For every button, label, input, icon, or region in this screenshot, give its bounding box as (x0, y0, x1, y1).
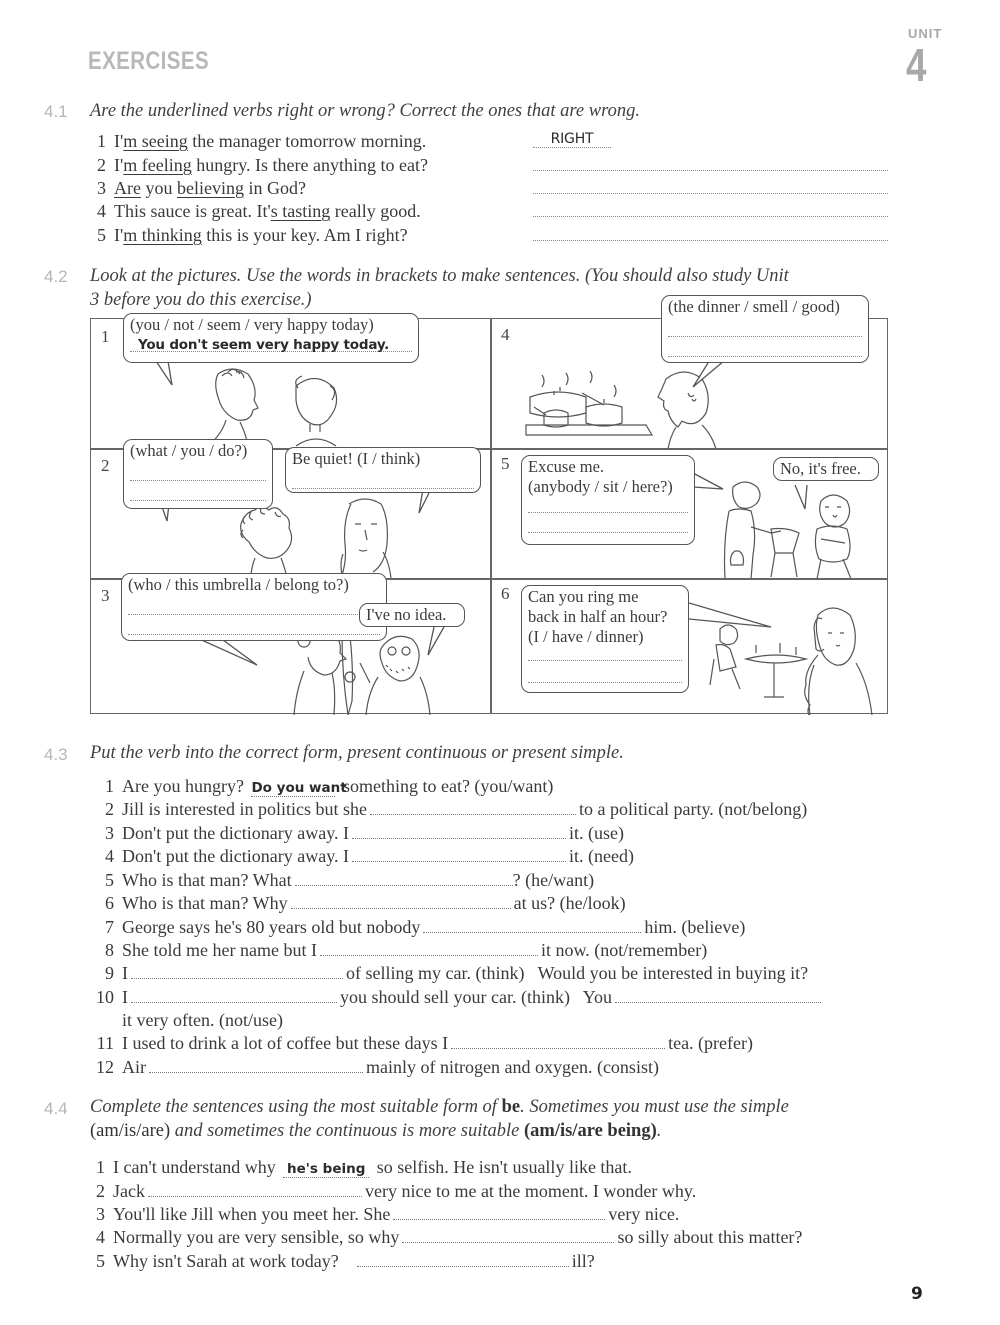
speech-bubble (359, 603, 465, 627)
item-text: at us? (he/look) (513, 893, 626, 913)
item-text: You'll like Jill when you meet her. She (113, 1204, 391, 1224)
answer-text: Do you want (251, 780, 347, 796)
exercise-item-continuation: it very often. (not/use) (122, 1010, 283, 1030)
underlined-verb: Are (114, 178, 141, 198)
bubble-prompt: (what / you / do?) (130, 441, 248, 460)
unit-number: 4 (906, 39, 927, 91)
panel-number: 6 (501, 584, 510, 603)
item-text: something to eat? (you/want) (342, 776, 554, 796)
answer-field[interactable] (131, 989, 337, 1003)
item-number: 1 (96, 1157, 105, 1177)
bubble-tail (791, 485, 821, 515)
answer-field[interactable] (423, 919, 641, 933)
answer-field[interactable] (352, 848, 566, 862)
answer-field[interactable] (291, 895, 511, 909)
exercise-item (88, 177, 306, 199)
item-number: 9 (105, 963, 114, 983)
item-text: I can't understand why (113, 1157, 276, 1177)
item-number: 3 (105, 823, 114, 843)
exercise-item (87, 1226, 802, 1248)
bubble-prompt: back in half an hour? (528, 607, 668, 626)
instruction-text: and sometimes the continuous is more suitable (170, 1121, 524, 1141)
item-text: Jill is interested in politics but she (122, 799, 367, 819)
item-number: 8 (105, 940, 114, 960)
item-text: I (122, 987, 128, 1007)
item-text: This sauce is great. It' (114, 201, 271, 221)
answer-field[interactable] (251, 778, 347, 797)
item-text: the manager tomorrow morning. (187, 131, 427, 151)
answer-field[interactable] (128, 617, 380, 635)
answer-field[interactable] (668, 339, 862, 357)
exercise-item (87, 1156, 632, 1178)
item-number: 5 (105, 870, 114, 890)
answer-field[interactable] (130, 483, 266, 501)
item-number: 7 (105, 917, 114, 937)
exercise-instruction: Put the verb into the correct form, present continuous or present simple. (90, 743, 624, 763)
answer-field[interactable] (320, 942, 538, 956)
answer-field-5[interactable] (533, 240, 888, 241)
bubble-prompt: Be quiet! (I / think) (292, 449, 421, 468)
speech-bubble (285, 447, 481, 493)
answer-field-4[interactable] (533, 216, 888, 217)
item-text: really good. (330, 201, 421, 221)
speech-bubble (661, 295, 869, 363)
underlined-verb: believing (176, 178, 244, 198)
item-text: I used to drink a lot of coffee but these days I (122, 1033, 449, 1053)
item-number: 10 (96, 987, 114, 1007)
page-title: EXERCISES (88, 47, 210, 75)
answer-field[interactable] (131, 965, 343, 979)
instruction-line: Look at the pictures. Use the words in brackets to make sentences. (You should also study Unit (90, 266, 789, 286)
item-text: this is your key. Am I right? (201, 225, 408, 245)
item-number: 4 (96, 1227, 105, 1247)
bubble-prompt: Can you ring me (528, 587, 639, 606)
item-text: you (140, 178, 177, 198)
exercise-item (88, 154, 428, 176)
item-number: 12 (96, 1057, 114, 1077)
exercise-item (96, 1032, 753, 1054)
item-number: 5 (97, 225, 106, 245)
answer-field[interactable] (352, 825, 566, 839)
item-text: ? (he/want) (512, 870, 595, 890)
speech-bubble (123, 439, 273, 509)
bubble-reply: No, it's free. (780, 459, 861, 478)
bubble-prompt: (you / not / seem / very happy today) (130, 315, 374, 334)
instruction-bold: (am/is/are being) (524, 1121, 657, 1141)
item-text: Jack (113, 1181, 145, 1201)
item-number: 11 (96, 1033, 114, 1053)
item-text: I' (114, 155, 124, 175)
item-text: Who is that man? Why (122, 893, 288, 913)
bubble-tail (689, 601, 779, 641)
answer-field-2[interactable] (533, 170, 888, 171)
item-text: so selfish. He isn't usually like that. (376, 1157, 632, 1177)
item-text: him. (believe) (644, 917, 746, 937)
item-number: 4 (105, 846, 114, 866)
exercise-item (96, 986, 824, 1008)
speech-bubble (521, 455, 695, 545)
item-text: you should sell your car. (think) You (340, 987, 612, 1007)
item-number: 3 (97, 178, 106, 198)
speech-bubble (773, 457, 879, 481)
underlined-verb: s tasting (270, 201, 331, 221)
speech-bubble (121, 573, 387, 641)
underlined-verb: m thinking (123, 225, 202, 245)
page-number: 9 (911, 1284, 923, 1304)
item-text: Don't put the dictionary away. I (122, 846, 350, 866)
instruction-text: . Sometimes you must use the simple (520, 1097, 789, 1117)
bubble-prompt: (who / this umbrella / belong to?) (128, 575, 349, 594)
bubble-reply: I've no idea. (366, 605, 447, 624)
answer-field[interactable] (528, 649, 682, 661)
item-number: 5 (96, 1251, 105, 1271)
exercise-item (96, 892, 626, 914)
answer-field[interactable] (130, 334, 412, 352)
item-text: George says he's 80 years old but nobody (122, 917, 421, 937)
exercise-item (96, 845, 634, 867)
exercise-item (96, 798, 807, 820)
bubble-prompt: (I / have / dinner) (528, 627, 644, 646)
grid-divider (490, 319, 492, 713)
exercise-item (88, 130, 426, 152)
panel-number: 4 (501, 325, 510, 344)
bubble-tail (693, 469, 733, 499)
item-text: mainly of nitrogen and oxygen. (consist) (366, 1057, 659, 1077)
item-number: 1 (105, 776, 114, 796)
instruction-line: 3 before you do this exercise.) (90, 290, 312, 310)
answer-field[interactable] (528, 499, 688, 513)
unit-label: UNIT (908, 26, 943, 41)
exercise-item (96, 962, 808, 984)
item-text: Normally you are very sensible, so why (113, 1227, 400, 1247)
item-text: I (122, 963, 128, 983)
exercise-number: 4.1 (44, 102, 68, 121)
instruction-bold: be (501, 1097, 521, 1117)
answer-text: You don't seem very happy today. (138, 337, 390, 353)
answer-field[interactable] (130, 463, 266, 481)
instruction-text: Complete the sentences using the most suitable form of (90, 1097, 502, 1117)
answer-field[interactable] (402, 1229, 614, 1243)
answer-field[interactable] (292, 471, 474, 489)
bubble-prompt: Excuse me. (528, 457, 605, 476)
panel-number: 2 (101, 456, 110, 475)
instruction-bold: (am/is/are) (90, 1121, 171, 1141)
panel-number: 3 (101, 586, 110, 605)
item-text: very nice. (608, 1204, 680, 1224)
exercise-item (87, 1180, 696, 1202)
bubble-prompt: (the dinner / smell / good) (668, 297, 840, 316)
bubble-tail (191, 637, 271, 677)
item-text: of selling my car. (think) Would you be interested in buying it? (346, 963, 809, 983)
item-text: She told me her name but I (122, 940, 317, 960)
exercise-item (88, 224, 408, 246)
exercise-number: 4.4 (44, 1099, 68, 1118)
item-text: it. (use) (569, 823, 624, 843)
answer-field[interactable] (370, 801, 576, 815)
underlined-verb: m feeling (123, 155, 192, 175)
item-text: Air (122, 1057, 146, 1077)
panel-number: 1 (101, 327, 110, 346)
underlined-verb: m seeing (123, 131, 188, 151)
item-number: 2 (105, 799, 114, 819)
item-text: hungry. Is there anything to eat? (191, 155, 428, 175)
item-text: Don't put the dictionary away. I (122, 823, 350, 843)
item-text: it now. (not/remember) (540, 940, 708, 960)
item-text: it. (need) (569, 846, 634, 866)
exercise-number: 4.2 (44, 267, 68, 286)
bubble-prompt: (anybody / sit / here?) (528, 477, 673, 496)
exercise-item (96, 775, 553, 797)
instruction-text: . (656, 1121, 662, 1141)
answer-field[interactable] (128, 597, 380, 615)
answer-field[interactable] (393, 1206, 605, 1220)
people-illustration (196, 364, 376, 448)
panel-number: 5 (501, 454, 510, 473)
item-text: Why isn't Sarah at work today? (113, 1251, 339, 1271)
speech-bubble (123, 313, 419, 363)
item-text: to a political party. (not/belong) (578, 799, 808, 819)
item-number: 1 (97, 131, 106, 151)
answer-field[interactable] (148, 1183, 362, 1197)
item-number: 4 (97, 201, 106, 221)
exercise-item (96, 916, 745, 938)
exercise-item (87, 1250, 595, 1272)
item-text: I' (114, 225, 124, 245)
answer-field[interactable] (528, 663, 682, 683)
item-number: 2 (97, 155, 106, 175)
item-text: so silly about this matter? (617, 1227, 803, 1247)
answer-field[interactable] (149, 1059, 363, 1073)
exercise-item (88, 200, 421, 222)
item-number: 2 (96, 1181, 105, 1201)
exercise-item (96, 869, 594, 891)
answer-text: he's being (287, 1161, 366, 1177)
bubble-tail (146, 361, 186, 391)
exercise-item (87, 1203, 679, 1225)
exercise-instruction: Are the underlined verbs right or wrong? Correct the ones that are wrong. (90, 101, 640, 121)
answer-field[interactable] (451, 1035, 665, 1049)
item-text: in God? (243, 178, 306, 198)
answer-text: RIGHT (550, 131, 594, 147)
answer-field[interactable] (668, 319, 862, 337)
item-text: ill? (571, 1251, 595, 1271)
item-text: very nice to me at the moment. I wonder why. (364, 1181, 697, 1201)
answer-field-3[interactable] (533, 193, 888, 194)
answer-field[interactable] (295, 872, 513, 886)
answer-field[interactable] (615, 989, 821, 1003)
answer-field[interactable] (528, 515, 688, 533)
item-text: Are you hungry? (122, 776, 244, 796)
answer-field-1[interactable] (533, 128, 611, 148)
item-text: tea. (prefer) (668, 1033, 754, 1053)
exercise-instruction (90, 1095, 890, 1143)
item-text: I' (114, 131, 124, 151)
exercise-item (96, 822, 624, 844)
exercise-item (96, 1056, 659, 1078)
bubble-tail (426, 627, 456, 667)
item-number: 3 (96, 1204, 105, 1224)
answer-field[interactable] (357, 1253, 569, 1267)
speech-bubble (521, 585, 689, 693)
item-text: Who is that man? What (122, 870, 292, 890)
exercise-number: 4.3 (44, 745, 68, 764)
exercise-item (96, 939, 707, 961)
item-number: 6 (105, 893, 114, 913)
answer-field[interactable] (283, 1159, 369, 1178)
